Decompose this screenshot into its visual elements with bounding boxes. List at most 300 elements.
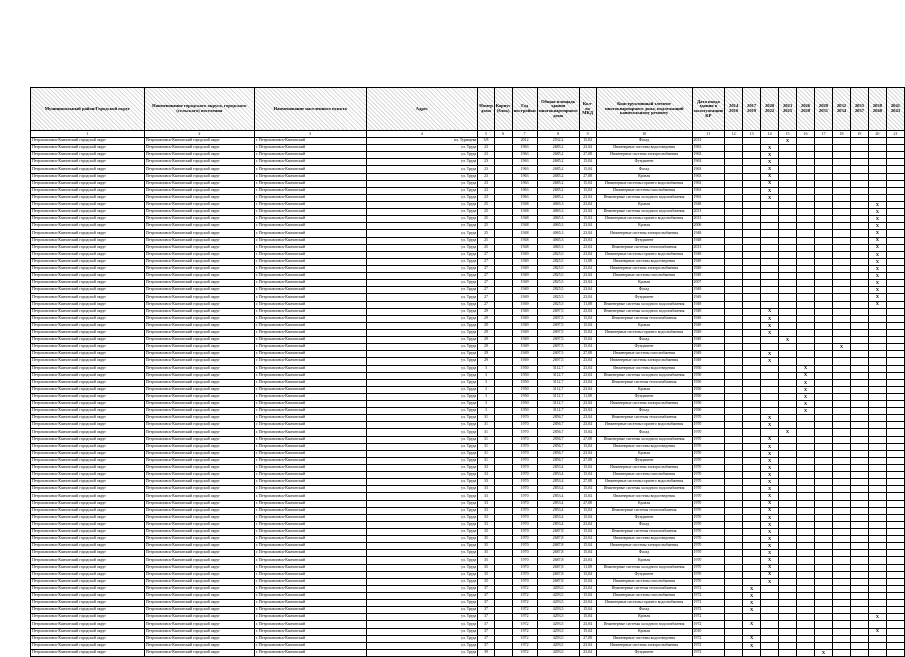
table-cell: Петропавловск-Камчатский городской округ bbox=[144, 422, 254, 429]
period-cell bbox=[850, 223, 868, 230]
period-cell bbox=[743, 358, 761, 365]
period-cell bbox=[832, 358, 850, 365]
period-cell bbox=[743, 557, 761, 564]
period-cell bbox=[743, 294, 761, 301]
period-cell bbox=[743, 507, 761, 514]
period-cell bbox=[868, 159, 886, 166]
table-cell: 1963 bbox=[692, 194, 725, 201]
period-cell bbox=[779, 379, 797, 386]
column-number: 3 bbox=[254, 131, 366, 138]
table-row bbox=[31, 443, 905, 450]
table-row bbox=[31, 621, 905, 628]
period-cell bbox=[743, 251, 761, 258]
table-cell: 1972 bbox=[512, 628, 537, 635]
table-cell: Петропавловск-Камчатский городской округ bbox=[144, 322, 254, 329]
table-cell: г. Петропавловск-Камчатский bbox=[254, 585, 366, 592]
period-cell bbox=[725, 315, 743, 322]
table-cell: Петропавловск-Камчатский городской округ bbox=[31, 329, 145, 336]
table-cell: ул. Труда bbox=[366, 543, 478, 550]
period-cell bbox=[868, 529, 886, 536]
period-cell bbox=[832, 479, 850, 486]
period-cell bbox=[779, 607, 797, 614]
period-cell bbox=[761, 642, 779, 649]
period-cell bbox=[832, 507, 850, 514]
table-cell: Петропавловск-Камчатский городской округ bbox=[31, 237, 145, 244]
table-cell: Петропавловск-Камчатский городской округ bbox=[31, 536, 145, 543]
period-cell bbox=[886, 145, 904, 152]
table-cell: 1970 bbox=[692, 543, 725, 550]
table-cell: 33 bbox=[478, 500, 495, 507]
table-cell: Кровля bbox=[596, 223, 692, 230]
period-cell bbox=[797, 251, 815, 258]
table-cell: Петропавловск-Камчатский городской округ bbox=[144, 486, 254, 493]
column-number: 15 bbox=[779, 131, 797, 138]
table-cell: г. Петропавловск-Камчатский bbox=[254, 209, 366, 216]
period-cell bbox=[725, 465, 743, 472]
table-cell: 1970 bbox=[512, 557, 537, 564]
table-cell: Кровля bbox=[596, 557, 692, 564]
table-cell: 31 bbox=[478, 450, 495, 457]
table-cell bbox=[494, 230, 512, 237]
table-cell bbox=[494, 201, 512, 208]
table-cell: Петропавловск-Камчатский городской округ bbox=[144, 358, 254, 365]
column-number: 16 bbox=[797, 131, 815, 138]
table-cell: Петропавловск-Камчатский городской округ bbox=[31, 223, 145, 230]
table-cell: ул. Труда bbox=[366, 280, 478, 287]
period-cell bbox=[797, 422, 815, 429]
table-row bbox=[31, 457, 905, 464]
table-cell: 1949 bbox=[692, 358, 725, 365]
column-number: 2 bbox=[144, 131, 254, 138]
period-cell bbox=[886, 543, 904, 550]
period-mark: X bbox=[761, 443, 779, 450]
table-cell: Петропавловск-Камчатский городской округ bbox=[144, 450, 254, 457]
period-cell bbox=[886, 521, 904, 528]
table-cell: ул. Труда bbox=[366, 201, 478, 208]
table-cell: 29 bbox=[478, 337, 495, 344]
period-cell bbox=[832, 649, 850, 656]
table-cell: Петропавловск-Камчатский городской округ bbox=[31, 166, 145, 173]
period-cell bbox=[815, 308, 833, 315]
table-row bbox=[31, 251, 905, 258]
table-cell: Петропавловск-Камчатский городской округ bbox=[144, 614, 254, 621]
period-mark: X bbox=[761, 529, 779, 536]
period-cell bbox=[725, 479, 743, 486]
table-cell bbox=[494, 315, 512, 322]
period-cell bbox=[797, 465, 815, 472]
table-row bbox=[31, 315, 905, 322]
table-cell: 1949 bbox=[692, 351, 725, 358]
table-cell: 1972 bbox=[512, 621, 537, 628]
period-cell bbox=[868, 145, 886, 152]
table-cell bbox=[494, 493, 512, 500]
table-cell: Петропавловск-Камчатский городской округ bbox=[31, 159, 145, 166]
period-cell bbox=[779, 415, 797, 422]
period-cell bbox=[832, 450, 850, 457]
table-cell: ул. Труда bbox=[366, 337, 478, 344]
period-cell bbox=[725, 280, 743, 287]
table-cell: Инженерные системы теплоснабжения bbox=[596, 315, 692, 322]
table-cell: Кровля bbox=[596, 386, 692, 393]
table-cell: г. Петропавловск-Камчатский bbox=[254, 273, 366, 280]
table-cell: ул. Труда bbox=[366, 486, 478, 493]
table-cell: 4065,3 bbox=[537, 209, 579, 216]
table-cell: 1949 bbox=[692, 337, 725, 344]
period-mark: X bbox=[815, 649, 833, 656]
period-cell bbox=[797, 237, 815, 244]
table-cell bbox=[494, 628, 512, 635]
period-mark: X bbox=[868, 209, 886, 216]
period-mark: X bbox=[761, 422, 779, 429]
period-cell bbox=[815, 429, 833, 436]
period-cell bbox=[743, 159, 761, 166]
table-cell: г. Петропавловск-Камчатский bbox=[254, 450, 366, 457]
period-cell bbox=[725, 514, 743, 521]
table-cell: Кровля bbox=[596, 322, 692, 329]
period-mark: X bbox=[779, 138, 797, 145]
period-cell bbox=[850, 578, 868, 585]
table-cell: 33 bbox=[478, 479, 495, 486]
period-cell bbox=[779, 543, 797, 550]
table-cell: Петропавловск-Камчатский городской округ bbox=[144, 315, 254, 322]
period-cell bbox=[743, 514, 761, 521]
table-cell: 23,04 bbox=[579, 379, 596, 386]
period-cell bbox=[725, 358, 743, 365]
period-cell bbox=[886, 344, 904, 351]
table-cell: 27,08 bbox=[579, 635, 596, 642]
table-cell: ул. Труда bbox=[366, 635, 478, 642]
period-cell bbox=[761, 244, 779, 251]
table-row bbox=[31, 358, 905, 365]
table-cell: Инженерные системы холодного водоснабжения bbox=[596, 436, 692, 443]
table-cell: 23 bbox=[478, 173, 495, 180]
table-cell: 1970 bbox=[692, 571, 725, 578]
period-mark: X bbox=[779, 429, 797, 436]
column-header: Адрес bbox=[366, 88, 478, 131]
period-cell bbox=[886, 585, 904, 592]
period-cell bbox=[743, 500, 761, 507]
period-mark: X bbox=[761, 457, 779, 464]
period-cell bbox=[850, 237, 868, 244]
table-cell: Инженерные системы газоснабжения bbox=[596, 351, 692, 358]
table-cell: Петропавловск-Камчатский городской округ bbox=[144, 578, 254, 585]
period-cell bbox=[725, 337, 743, 344]
period-cell bbox=[886, 138, 904, 145]
table-cell: Инженерные системы холодного водоснабжения bbox=[596, 372, 692, 379]
table-cell: 11,08 bbox=[579, 393, 596, 400]
table-cell: г. Петропавловск-Камчатский bbox=[254, 479, 366, 486]
period-cell bbox=[850, 187, 868, 194]
period-cell bbox=[779, 365, 797, 372]
table-cell: Петропавловск-Камчатский городской округ bbox=[31, 415, 145, 422]
period-cell bbox=[779, 251, 797, 258]
table-cell: 1970 bbox=[512, 521, 537, 528]
table-row bbox=[31, 194, 905, 201]
table-cell: г. Петропавловск-Камчатский bbox=[254, 358, 366, 365]
period-cell bbox=[797, 521, 815, 528]
table-cell: 27 bbox=[478, 273, 495, 280]
table-cell: Фундамент bbox=[596, 294, 692, 301]
table-cell: ул. Труда bbox=[366, 500, 478, 507]
table-cell: Петропавловск-Камчатский городской округ bbox=[31, 614, 145, 621]
period-cell bbox=[743, 393, 761, 400]
table-cell: 1949 bbox=[692, 344, 725, 351]
table-cell: ул. Труда bbox=[366, 564, 478, 571]
period-cell bbox=[743, 223, 761, 230]
table-cell: 4293,5 bbox=[537, 607, 579, 614]
table-cell bbox=[494, 244, 512, 251]
period-cell bbox=[815, 479, 833, 486]
period-mark: X bbox=[797, 408, 815, 415]
table-row bbox=[31, 379, 905, 386]
table-cell: 25 bbox=[478, 244, 495, 251]
period-mark: X bbox=[868, 265, 886, 272]
table-cell: 2685,2 bbox=[537, 180, 579, 187]
table-cell: Фасад bbox=[596, 138, 692, 145]
table-cell: 33 bbox=[478, 514, 495, 521]
period-cell bbox=[850, 386, 868, 393]
period-cell bbox=[850, 649, 868, 656]
period-cell bbox=[886, 301, 904, 308]
table-cell: 2685,2 bbox=[537, 166, 579, 173]
period-cell bbox=[886, 649, 904, 656]
period-cell bbox=[850, 422, 868, 429]
table-cell: 2825,5 bbox=[537, 258, 579, 265]
period-mark: X bbox=[761, 507, 779, 514]
period-cell bbox=[832, 201, 850, 208]
table-row bbox=[31, 201, 905, 208]
table-cell: 25 bbox=[478, 237, 495, 244]
period-cell bbox=[797, 180, 815, 187]
table-cell: 33 bbox=[478, 521, 495, 528]
period-cell bbox=[868, 138, 886, 145]
table-cell: Инженерные системы горячего водоснабжения bbox=[596, 180, 692, 187]
table-cell bbox=[494, 514, 512, 521]
column-header: Наименование населенного пункта bbox=[254, 88, 366, 131]
table-cell bbox=[494, 550, 512, 557]
table-row bbox=[31, 521, 905, 528]
table-cell: Петропавловск-Камчатский городской округ bbox=[31, 365, 145, 372]
table-cell: г. Петропавловск-Камчатский bbox=[254, 166, 366, 173]
table-cell: 4065,3 bbox=[537, 201, 579, 208]
period-cell bbox=[743, 216, 761, 223]
period-mark: X bbox=[761, 145, 779, 152]
table-cell: 1970 bbox=[692, 564, 725, 571]
table-cell: 1970 bbox=[692, 529, 725, 536]
table-cell: Петропавловск-Камчатский городской округ bbox=[144, 187, 254, 194]
table-cell: Петропавловск-Камчатский городской округ bbox=[31, 216, 145, 223]
period-cell bbox=[761, 230, 779, 237]
table-cell: Петропавловск-Камчатский городской округ bbox=[31, 443, 145, 450]
period-mark: X bbox=[743, 607, 761, 614]
table-cell: г. Петропавловск-Камчатский bbox=[254, 649, 366, 656]
table-cell: ул. Труда bbox=[366, 593, 478, 600]
table-cell: 1950 bbox=[512, 379, 537, 386]
table-cell: 11,08 bbox=[579, 301, 596, 308]
table-cell: ул. Труда bbox=[366, 585, 478, 592]
period-cell bbox=[743, 308, 761, 315]
period-cell bbox=[761, 237, 779, 244]
period-cell bbox=[797, 536, 815, 543]
period-cell bbox=[725, 152, 743, 159]
table-cell: Инженерные системы горячего водоснабжения bbox=[596, 422, 692, 429]
period-cell bbox=[886, 578, 904, 585]
table-cell bbox=[494, 294, 512, 301]
table-cell: 15,04 bbox=[579, 486, 596, 493]
table-cell: 33 bbox=[478, 472, 495, 479]
table-cell: 1948 bbox=[512, 230, 537, 237]
table-cell: 4293,5 bbox=[537, 635, 579, 642]
period-mark: X bbox=[868, 287, 886, 294]
period-cell bbox=[779, 273, 797, 280]
table-cell: 33 bbox=[478, 493, 495, 500]
column-header: 2026 2028 bbox=[797, 88, 815, 131]
table-cell: Петропавловск-Камчатский городской округ bbox=[144, 201, 254, 208]
table-cell: ул. Труда bbox=[366, 372, 478, 379]
table-cell: Фундамент bbox=[596, 344, 692, 351]
table-cell: 15,04 bbox=[579, 493, 596, 500]
table-cell: 2697,5 bbox=[537, 358, 579, 365]
table-cell: 2825,5 bbox=[537, 294, 579, 301]
period-cell bbox=[725, 529, 743, 536]
period-cell bbox=[779, 550, 797, 557]
period-cell bbox=[761, 429, 779, 436]
table-cell: г. Петропавловск-Камчатский bbox=[254, 344, 366, 351]
period-mark: X bbox=[761, 450, 779, 457]
table-row bbox=[31, 422, 905, 429]
period-cell bbox=[725, 187, 743, 194]
period-cell bbox=[743, 230, 761, 237]
period-mark: X bbox=[761, 194, 779, 201]
table-cell: 35 bbox=[478, 550, 495, 557]
table-cell: Петропавловск-Камчатский городской округ bbox=[31, 265, 145, 272]
period-cell bbox=[850, 635, 868, 642]
period-cell bbox=[832, 429, 850, 436]
column-number: 9 bbox=[579, 131, 596, 138]
table-cell: ул. Труда bbox=[366, 159, 478, 166]
table-cell bbox=[494, 443, 512, 450]
table-cell: 25 bbox=[478, 230, 495, 237]
table-cell: Петропавловск-Камчатский городской округ bbox=[144, 557, 254, 564]
period-cell bbox=[797, 280, 815, 287]
table-cell: ул. Труда bbox=[366, 443, 478, 450]
table-cell: ул. Труда bbox=[366, 408, 478, 415]
table-cell: Петропавловск-Камчатский городской округ bbox=[144, 436, 254, 443]
period-cell bbox=[815, 265, 833, 272]
period-mark: X bbox=[868, 294, 886, 301]
table-cell: Петропавловск-Камчатский городской округ bbox=[144, 230, 254, 237]
table-cell: 3 bbox=[478, 379, 495, 386]
table-cell: 1949 bbox=[512, 301, 537, 308]
table-cell: 37 bbox=[478, 628, 495, 635]
period-cell bbox=[797, 543, 815, 550]
table-cell: ул. Труда bbox=[366, 265, 478, 272]
period-cell bbox=[761, 649, 779, 656]
period-cell bbox=[886, 315, 904, 322]
table-cell: Петропавловск-Камчатский городской округ bbox=[31, 308, 145, 315]
table-cell: 3112,7 bbox=[537, 365, 579, 372]
period-cell bbox=[815, 486, 833, 493]
period-cell bbox=[779, 351, 797, 358]
table-cell: 1963 bbox=[512, 194, 537, 201]
table-cell: ул. Труда bbox=[366, 401, 478, 408]
period-cell bbox=[886, 536, 904, 543]
table-cell: Петропавловск-Камчатский городской округ bbox=[31, 457, 145, 464]
period-cell bbox=[886, 365, 904, 372]
period-cell bbox=[779, 649, 797, 656]
period-cell bbox=[832, 521, 850, 528]
table-cell: г. Петропавловск-Камчатский bbox=[254, 465, 366, 472]
table-cell: Фундамент bbox=[596, 159, 692, 166]
table-cell: 15,04 bbox=[579, 571, 596, 578]
period-cell bbox=[779, 358, 797, 365]
period-cell bbox=[725, 138, 743, 145]
table-cell: Петропавловск-Камчатский городской округ bbox=[31, 486, 145, 493]
period-cell bbox=[779, 557, 797, 564]
table-cell: 1963 bbox=[512, 166, 537, 173]
table-cell: 1948 bbox=[692, 230, 725, 237]
period-mark: X bbox=[761, 159, 779, 166]
table-cell: г. Петропавловск-Камчатский bbox=[254, 593, 366, 600]
table-cell: 1972 bbox=[692, 600, 725, 607]
period-cell bbox=[868, 521, 886, 528]
table-cell: ул. Труда bbox=[366, 251, 478, 258]
table-cell: 2007 bbox=[692, 280, 725, 287]
table-cell bbox=[494, 159, 512, 166]
period-cell bbox=[832, 230, 850, 237]
table-cell: 29 bbox=[478, 329, 495, 336]
table-body bbox=[31, 138, 905, 657]
table-cell: г. Петропавловск-Камчатский bbox=[254, 401, 366, 408]
column-number: 17 bbox=[815, 131, 833, 138]
period-cell bbox=[743, 365, 761, 372]
table-cell: 1970 bbox=[692, 450, 725, 457]
table-cell: 3 bbox=[478, 386, 495, 393]
period-cell bbox=[850, 543, 868, 550]
table-cell: 15,04 bbox=[579, 329, 596, 336]
table-cell: Петропавловск-Камчатский городской округ bbox=[144, 564, 254, 571]
period-cell bbox=[779, 635, 797, 642]
period-cell bbox=[886, 422, 904, 429]
table-cell: 1950 bbox=[512, 386, 537, 393]
period-cell bbox=[815, 408, 833, 415]
table-cell: ул. Труда bbox=[366, 514, 478, 521]
period-cell bbox=[815, 152, 833, 159]
period-cell bbox=[886, 571, 904, 578]
period-cell bbox=[832, 401, 850, 408]
period-cell bbox=[886, 329, 904, 336]
table-cell: г. Петропавловск-Камчатский bbox=[254, 301, 366, 308]
period-cell bbox=[815, 521, 833, 528]
period-cell bbox=[850, 159, 868, 166]
column-number: 20 bbox=[868, 131, 886, 138]
table-cell: Инженерные системы теплоснабжения bbox=[596, 244, 692, 251]
table-cell: 31 bbox=[478, 457, 495, 464]
period-cell bbox=[832, 194, 850, 201]
table-cell: 27 bbox=[478, 280, 495, 287]
period-cell bbox=[886, 479, 904, 486]
table-cell bbox=[494, 265, 512, 272]
period-cell bbox=[886, 209, 904, 216]
period-cell bbox=[743, 564, 761, 571]
table-cell: Петропавловск-Камчатский городской округ bbox=[31, 194, 145, 201]
period-cell bbox=[815, 536, 833, 543]
period-cell bbox=[797, 145, 815, 152]
period-cell bbox=[797, 159, 815, 166]
period-cell bbox=[797, 265, 815, 272]
table-cell: 1970 bbox=[692, 578, 725, 585]
table-cell: г. Петропавловск-Камчатский bbox=[254, 230, 366, 237]
